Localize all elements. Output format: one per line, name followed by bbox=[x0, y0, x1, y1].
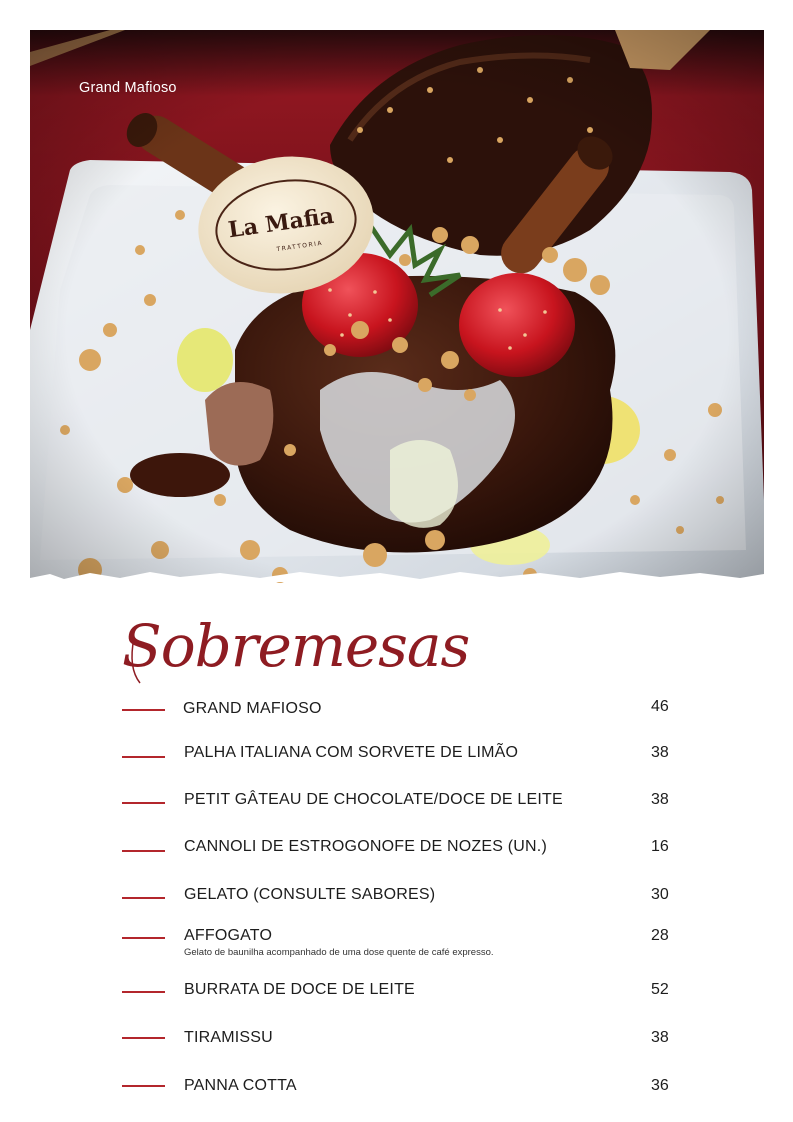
item-dash bbox=[122, 802, 165, 804]
menu-item bbox=[0, 1077, 793, 1107]
item-dash bbox=[122, 897, 165, 899]
menu-item bbox=[0, 791, 793, 821]
item-dash bbox=[122, 991, 165, 993]
item-price: 38 bbox=[651, 791, 669, 808]
dessert-photo bbox=[30, 30, 764, 582]
item-price: 28 bbox=[651, 927, 669, 944]
item-dash bbox=[122, 756, 165, 758]
menu-item bbox=[0, 744, 793, 774]
item-price: 38 bbox=[651, 744, 669, 761]
item-price: 46 bbox=[651, 698, 669, 715]
photo-caption: Grand Mafioso bbox=[79, 80, 177, 96]
menu-item bbox=[0, 886, 793, 916]
menu-item bbox=[0, 698, 793, 728]
item-name: PANNA COTTA bbox=[184, 1077, 297, 1094]
item-price: 38 bbox=[651, 1029, 669, 1046]
item-price: 36 bbox=[651, 1077, 669, 1094]
item-name: BURRATA DE DOCE DE LEITE bbox=[184, 981, 415, 998]
item-price: 30 bbox=[651, 886, 669, 903]
item-name: CANNOLI DE ESTROGONOFE DE NOZES (UN.) bbox=[184, 838, 547, 855]
item-name: TIRAMISSU bbox=[184, 1029, 273, 1046]
item-name: GELATO (CONSULTE SABORES) bbox=[184, 886, 436, 903]
item-dash bbox=[122, 1085, 165, 1087]
menu-item bbox=[0, 1029, 793, 1059]
item-name: PETIT GÂTEAU DE CHOCOLATE/DOCE DE LEITE bbox=[184, 791, 563, 808]
svg-text:Sobremesas: Sobremesas bbox=[122, 612, 470, 680]
item-dash bbox=[122, 850, 165, 852]
dessert-illustration bbox=[30, 30, 764, 582]
item-price: 16 bbox=[651, 838, 669, 855]
item-dash bbox=[122, 937, 165, 939]
item-dash bbox=[122, 709, 165, 711]
section-title-script bbox=[120, 598, 470, 693]
menu-item bbox=[0, 981, 793, 1011]
menu-item bbox=[0, 838, 793, 868]
item-dash bbox=[122, 1037, 165, 1039]
menu-item bbox=[0, 927, 793, 965]
item-name: PALHA ITALIANA COM SORVETE DE LIMÃO bbox=[184, 744, 519, 761]
item-name: GRAND MAFIOSO bbox=[183, 700, 322, 717]
item-description: Gelato de baunilha acompanhado de uma dose quente de café expresso. bbox=[184, 947, 494, 958]
item-name: AFFOGATO bbox=[184, 927, 273, 944]
section-title bbox=[120, 598, 470, 693]
item-price: 52 bbox=[651, 981, 669, 998]
